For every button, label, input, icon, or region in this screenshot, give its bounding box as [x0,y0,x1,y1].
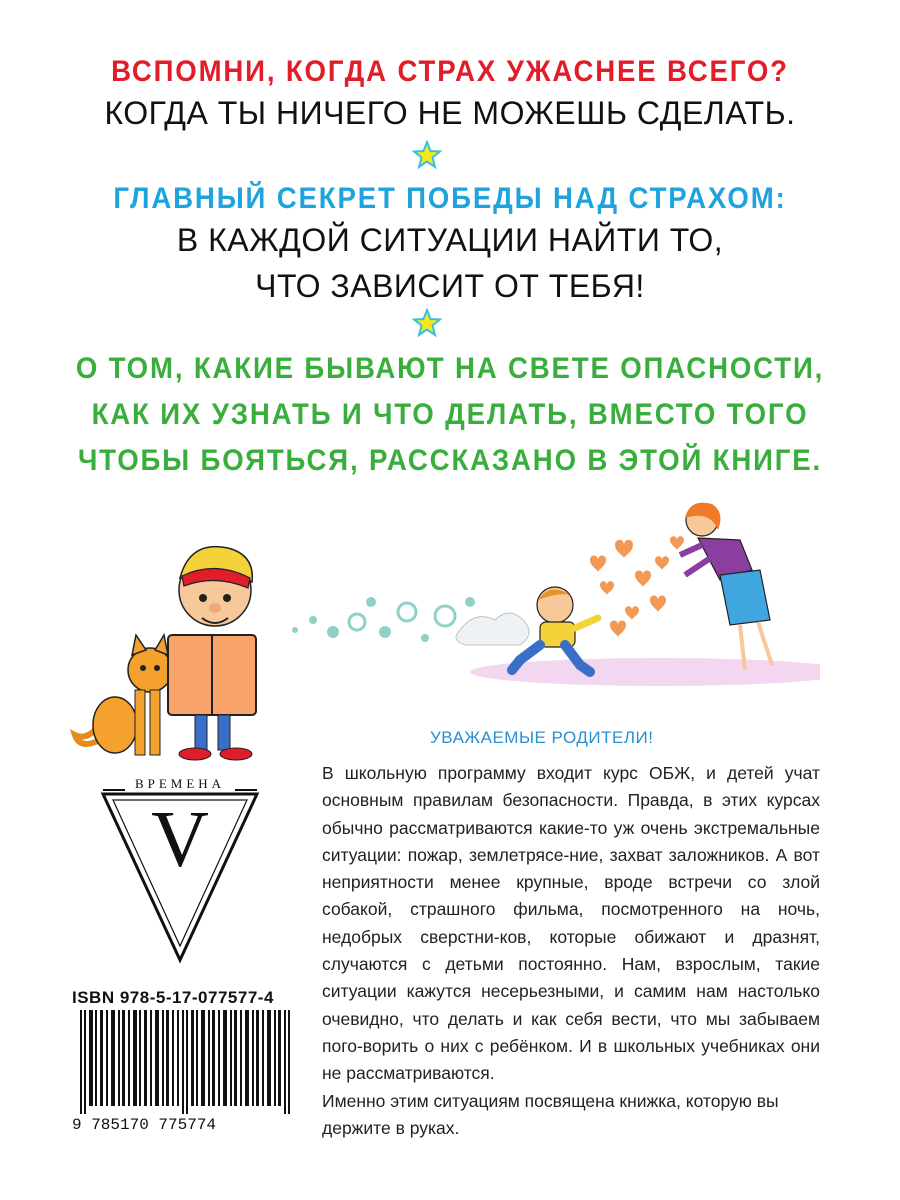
publisher-logo-text: ВРЕМЕНА [134,776,226,791]
green-line-1: О ТОМ, КАКИЕ БЫВАЮТ НА СВЕТЕ ОПАСНОСТИ, [75,352,825,385]
headline-black-3: ЧТО ЗАВИСИТ ОТ ТЕБЯ! [255,268,645,304]
isbn-text: ISBN 978-5-17-077577-4 [72,988,274,1007]
parents-paragraph-2: Именно этим ситуациям посвящена книжка, которую вы держите в руках. [322,1090,779,1138]
green-line-3: ЧТОБЫ БОЯТЬСЯ, РАССКАЗАНО В ЭТОЙ КНИГЕ. [77,444,823,477]
mother-illustration [680,503,772,670]
headline-red: ВСПОМНИ, КОГДА СТРАХ УЖАСНЕЕ ВСЕГО? [111,55,789,88]
boy-reading-illustration [60,540,290,770]
headline-black-2: В КАЖДОЙ СИТУАЦИИ НАЙТИ ТО, [176,222,724,258]
parents-paragraph-1: В школьную программу входит курс ОБЖ, и детей учат основным правилам безопасности. Правда, в этих курсах обычно рассматриваются какие-то уж очень экстремальные ситуации: пожар, землетрясе-ние, захват заложников. А вот неприятности менее крупные, вроде встречи со злой собакой, страшного фильма, посмотренного на ночь, недобрых сверстни-ков, которые обижают и дразнят, случаются с детьми постоянно. Нам, взрослым, такие ситуации кажутся несерьезными, и самим нам настолько очевидно, что делать и как себя вести, что мы забываем пого-ворить о них с ребёнком. И в школьных учебниках они не рассматриваются. [322,763,820,1084]
star-icon [412,140,442,170]
hearts-decoration [590,536,684,637]
cat-illustration [75,635,172,755]
publisher-logo-letter: V [151,796,209,884]
boy-illustration [168,547,256,760]
mother-child-illustration [440,500,820,690]
headline-blue: ГЛАВНЫЙ СЕКРЕТ ПОБЕДЫ НАД СТРАХОМ: [113,182,787,215]
star-icon [412,308,442,338]
parents-title: УВАЖАЕМЫЕ РОДИТЕЛИ! [430,728,654,747]
barcode [80,1010,302,1114]
green-line-2: КАК ИХ УЗНАТЬ И ЧТО ДЕЛАТЬ, ВМЕСТО ТОГО [91,398,809,431]
headline-black: КОГДА ТЫ НИЧЕГО НЕ МОЖЕШЬ СДЕЛАТЬ. [104,95,796,131]
parents-text [322,760,820,1142]
barcode-digits: 9 785170 775774 [72,1116,217,1134]
